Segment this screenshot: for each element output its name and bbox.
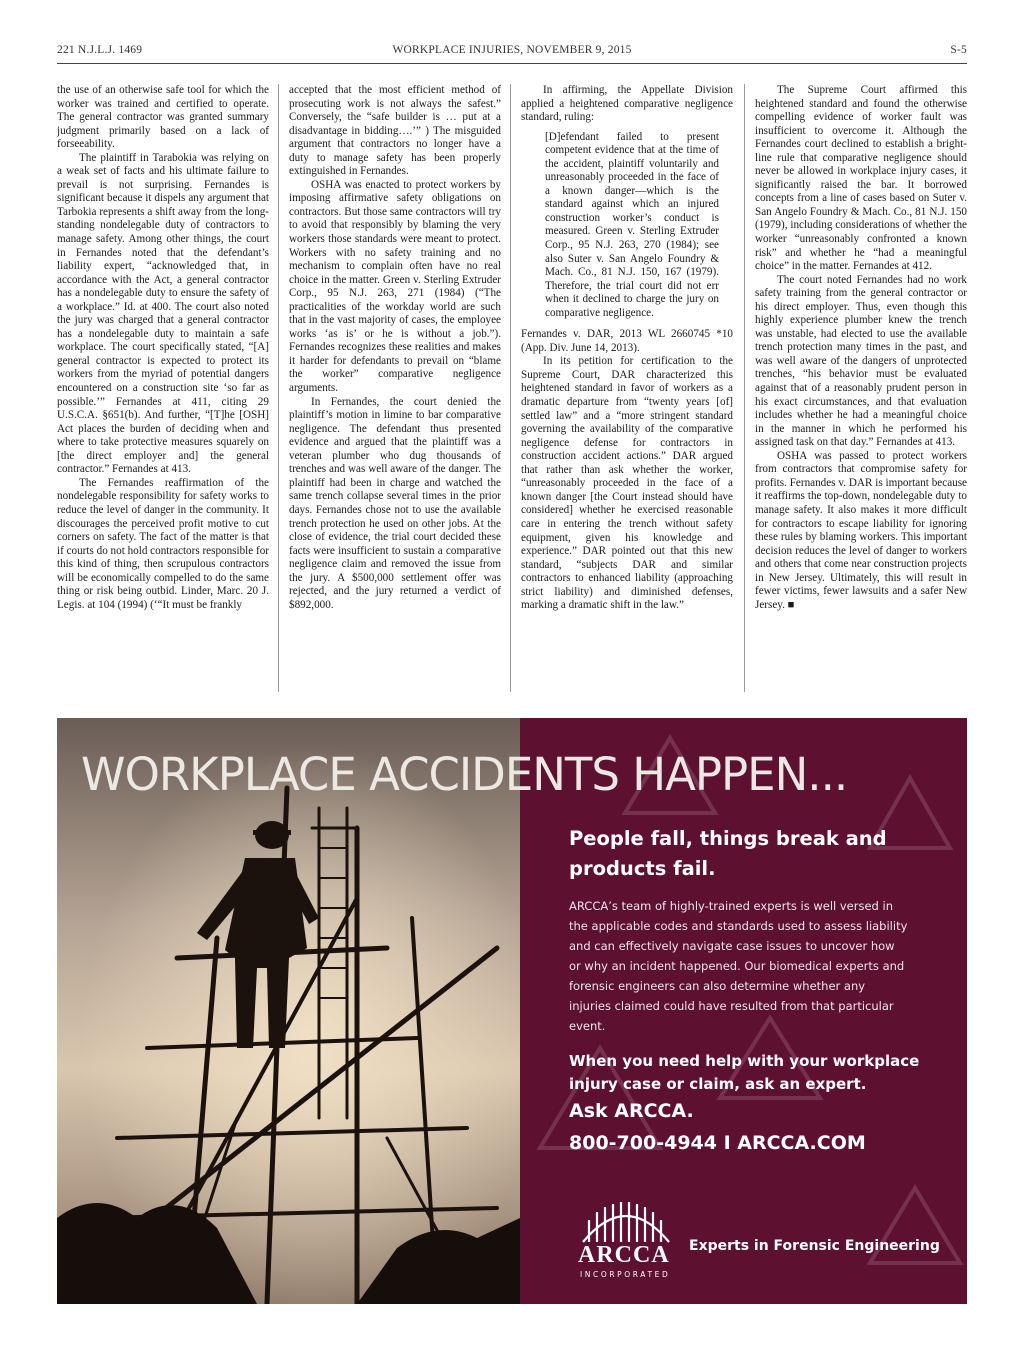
- logo-wordmark: ARCCA: [578, 1242, 670, 1268]
- paragraph: The plaintiff in Tarabokia was relying on a weak set of facts and his ultimate failure to prevail is not surprising. Fernandes is significant because it dispels any argument that Tarbokia represents a shift away from the long-standing nondelegable duty of contractors to manage safety. Among other things, the court in Fernandes noted that the defendant’s liability expert, “acknowledged that, in accordance with the Act, a general contractor has a nondelegable duty to ensure the safety of a workplace.” Id. at 400. The court also noted the jury was charged that a general contractor has a nondelegable duty to maintain a safe workplace. The court specifically stated, “[A] general contractor is expected to protect its workers from the myriad of potential dangers encountered on a construction site ‘so far as possible.’” Fernandes at 411, citing 29 U.S.C.A. §651(b). And further, “[T]he [OSH] Act places the burden of deciding when and where to take protective measures squarely on [the direct employer and] the general contractor.” Fernandes at 413.: [57, 151, 269, 476]
- header-page-number: S-5: [950, 44, 967, 56]
- ad-phone-website[interactable]: 800-700-4944 I ARCCA.COM: [569, 1132, 866, 1154]
- ad-cta-line: injury case or claim, ask an expert.: [569, 1075, 867, 1093]
- article-columns: [57, 84, 967, 692]
- ad-subheadline-line: People fall, things break and: [569, 827, 887, 850]
- ad-headline: WORKPLACE ACCIDENTS HAPPEN...: [81, 748, 848, 801]
- article-column-4: [755, 84, 967, 692]
- header-citation: 221 N.J.L.J. 1469: [57, 44, 143, 56]
- logo-incorporated: INCORPORATED: [580, 1270, 671, 1279]
- paragraph: The court noted Fernandes had no work safety training from the general contractor or his direct employer. Thus, even though this highly experience plumber knew the trench was unstable, had elected to use the available trench protection many times in the past, and was well aware of the dangers of unprotected trenches, “his behavior must be evaluated against that of a reasonably prudent person in his exact circumstances, and that evaluation includes whether he had a meaningful choice in the manner in which he performed his assigned task on that day.” Fernandes at 413.: [755, 273, 967, 449]
- running-header: [57, 44, 967, 62]
- ad-cta-line: When you need help with your workplace: [569, 1052, 920, 1070]
- ad-tagline: Experts in Forensic Engineering: [689, 1238, 940, 1254]
- paragraph: OSHA was passed to protect workers from contractors that compromise safety for profits. Fernandes v. DAR is important because it reaffirms the top-down, nondelegable duty to manage safety. It also makes it more difficult for contractors to escape liability for ignoring these rules by blaming workers. This important decision reduces the level of danger to workers and others that come near construction projects in New Jersey. Ultimately, this will result in fewer victims, fewer lawsuits and a safer New Jersey. ■: [755, 449, 967, 611]
- arcca-advertisement: [57, 718, 967, 1304]
- citation: Fernandes v. DAR, 2013 WL 2660745 *10 (App. Div. June 14, 2013).: [521, 328, 733, 354]
- ad-ask-arcca: Ask ARCCA.: [569, 1100, 694, 1122]
- block-quote: [D]efendant failed to present competent evidence that at the time of the accident, plaintiff voluntarily and unreasonably proceeded in the face of a known danger—which is the standard against which an injured construction worker’s conduct is measured. Green v. Sterling Extruder Corp., 95 N.J. 263, 270 (1984); see also Suter v. San Angelo Foundry & Mach. Co., 81 N.J. 150, 167 (1979). Therefore, the trial court did not err when it declined to charge the jury on comparative negligence.: [545, 130, 719, 319]
- article-column-1: [57, 84, 269, 692]
- paragraph: In affirming, the Appellate Division applied a heightened comparative negligence standard, ruling:: [521, 84, 733, 124]
- scaffold-worker-photo: [57, 718, 520, 1304]
- paragraph: OSHA was enacted to protect workers by imposing affirmative safety obligations on contractors. But those same contractors will try to avoid that responsibly by blaming the very workers those standards were meant to protect. Workers with no safety training and no mechanism to complain often have no real choice in the matter. Green v. Sterling Extruder Corp., 95 N.J. 263, 271 (1984) (“The practicalities of the workday world are such that in the vast majority of cases, the employee works ‘as is’ or he is without a job.”). Fernandes recognizes these realities and makes it harder for defendants to prevail on “blame the worker” comparative negligence arguments.: [289, 178, 501, 395]
- ad-call-to-action: [569, 1050, 949, 1096]
- paragraph: In Fernandes, the court denied the plaintiff’s motion in limine to bar comparative negligence. The defendant thus presented evidence and argued that the plaintiff was a veteran plumber who dug thousands of trenches and was well aware of the danger. The plaintiff had been in charge and watched the same trench collapse several times in the prior days. Fernandes chose not to use the available trench protection he used on other jobs. At the close of evidence, the trial court decided these facts were insufficient to sustain a comparative negligence claim and removed the issue from the jury. A $500,000 settlement offer was rejected, and the jury returned a verdict of $892,000.: [289, 395, 501, 611]
- paragraph: The Supreme Court affirmed this heightened standard and found the otherwise compelling evidence of worker fault was insufficient to overcome it. Although the Fernandes court declined to establish a bright-line rule that comparative negligence should never be allowed in workplace injury cases, it significantly raised the bar. It borrowed concepts from a line of cases based on Suter v. San Angelo Foundry & Mach. Co., 81 N.J. 150 (1979), including considerations of whether the worker “unreasonably confronted a known risk” and whether he “had a meaningful choice” in the matter. Fernandes at 412.: [755, 84, 967, 273]
- ad-subheadline: [569, 824, 899, 884]
- article-column-2: [289, 84, 501, 692]
- paragraph: In its petition for certification to the Supreme Court, DAR characterized this heightened standard in favor of workers as a dramatic departure from “twenty years [of] settled law” and a “more stringent standard governing the availability of the comparative negligence defense for contractors in construction accident actions.” DAR argued that rather than ask whether the worker, “unreasonably proceeded in the face of a known danger [the Court instead should have considered] whether he exercised reasonable care in entering the trench without safety equipment, given his knowledge and experience.” DAR pointed out that this new standard, “subjects DAR and similar contractors to enhanced liability (approaching strict liability) and diminished defenses, marking a dramatic shift in the law.”: [521, 355, 733, 612]
- paragraph: The Fernandes reaffirmation of the nondelegable responsibility for safety works to reduce the level of danger in the community. It discourages the perceived profit motive to cut corners on safety. The fact of the matter is that if courts do not hold contractors responsible for this kind of thing, then scrupulous contractors will be economically compelled to do the same thing or risk being outbid. Linder, Marc. 20 J. Legis. at 104 (1994) (‘“It must be frankly: [57, 476, 269, 611]
- header-rule: [57, 63, 967, 64]
- header-section-title: WORKPLACE INJURIES, NOVEMBER 9, 2015: [392, 44, 632, 56]
- ad-body-text: ARCCA’s team of highly-trained experts is well versed in the applicable codes and standards used to assess liability and can effectively navigate case issues to uncover how or why an incident happened. Our biomedical experts and forensic engineers can also determine whether any injuries claimed could have resulted from that particular event.: [569, 899, 908, 1033]
- article-column-3: [521, 84, 733, 692]
- paragraph: accepted that the most efficient method of prosecuting work is not always the safest.” Conversely, the “safe builder is … put at a disadvantage in bidding….’” ) The misguided argument that contractors no longer have a duty to manage safety has been properly extinguished in Fernandes.: [289, 84, 501, 178]
- paragraph: the use of an otherwise safe tool for which the worker was trained and certified to operate. The general contractor was granted summary judgment primarily based on a lack of forseeability.: [57, 84, 269, 151]
- ad-subheadline-line: products fail.: [569, 857, 716, 880]
